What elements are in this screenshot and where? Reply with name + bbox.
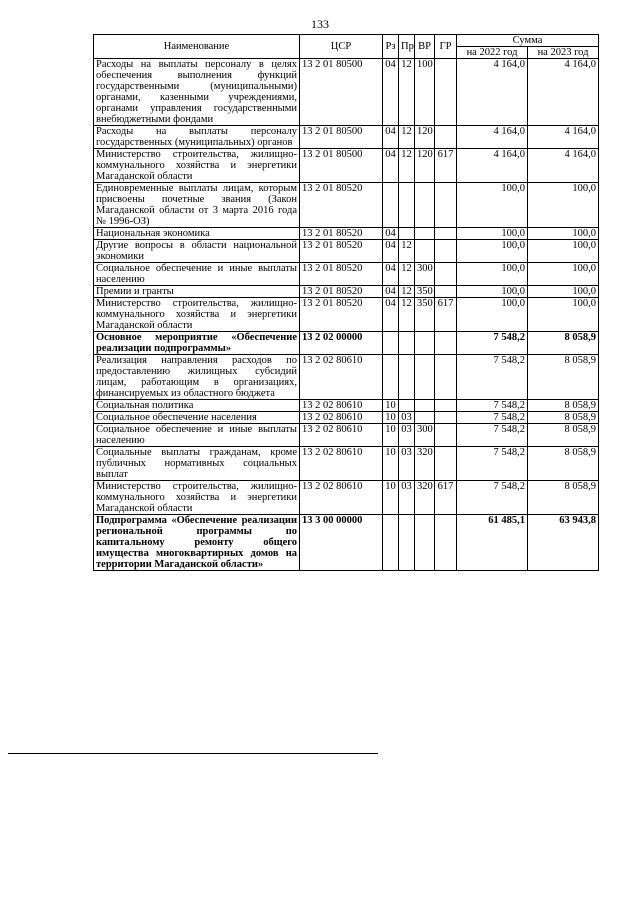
- cell-name: Министерство строительства, жилищно-коммунального хозяйства и энергетики Магаданской области: [94, 149, 300, 183]
- cell-rz: 10: [383, 447, 399, 481]
- cell-rz: 10: [383, 400, 399, 412]
- cell-vr: 300: [415, 424, 435, 447]
- cell-pr: [399, 400, 415, 412]
- cell-rz: 04: [383, 298, 399, 332]
- cell-sum-2023: 100,0: [528, 228, 599, 240]
- cell-rz: 04: [383, 263, 399, 286]
- cell-sum-2022: 7 548,2: [457, 332, 528, 355]
- cell-name: Социальное обеспечение и иные выплаты населению: [94, 263, 300, 286]
- cell-gr: [435, 228, 457, 240]
- cell-vr: [415, 332, 435, 355]
- header-name: Наименование: [94, 35, 300, 59]
- cell-vr: 100: [415, 59, 435, 126]
- cell-vr: [415, 240, 435, 263]
- table-row: [94, 412, 599, 424]
- cell-name: Расходы на выплаты персоналу в целях обеспечения выполнения функций государственными (муниципальными) органами, казенными учреждениями, органами управления государственными внебюджетными фондами: [94, 59, 300, 126]
- cell-pr: 12: [399, 286, 415, 298]
- header-csr: ЦСР: [300, 35, 383, 59]
- cell-gr: 617: [435, 298, 457, 332]
- cell-csr: 13 2 01 80500: [300, 126, 383, 149]
- cell-sum-2022: 100,0: [457, 228, 528, 240]
- cell-rz: 04: [383, 240, 399, 263]
- cell-csr: 13 2 02 00000: [300, 332, 383, 355]
- cell-rz: 04: [383, 126, 399, 149]
- page-number: 133: [311, 17, 329, 31]
- cell-sum-2023: 100,0: [528, 286, 599, 298]
- cell-name: Подпрограмма «Обеспечение реализации региональной программы по капитальному ремонту общего имущества многоквартирных домов на территории Магаданской области»: [94, 515, 300, 571]
- cell-sum-2022: 7 548,2: [457, 447, 528, 481]
- cell-pr: [399, 228, 415, 240]
- table-row: [94, 286, 599, 298]
- header-2022: на 2022 год: [457, 47, 528, 59]
- cell-gr: [435, 240, 457, 263]
- cell-gr: [435, 412, 457, 424]
- cell-csr: 13 2 01 80500: [300, 59, 383, 126]
- cell-csr: 13 2 01 80520: [300, 298, 383, 332]
- cell-rz: 04: [383, 286, 399, 298]
- cell-sum-2022: 100,0: [457, 183, 528, 228]
- cell-pr: 12: [399, 126, 415, 149]
- cell-name: Национальная экономика: [94, 228, 300, 240]
- cell-name: Единовременные выплаты лицам, которым присвоены почетные звания (Закон Магаданской области от 3 марта 2016 года № 1996-ОЗ): [94, 183, 300, 228]
- cell-rz: [383, 332, 399, 355]
- cell-csr: 13 2 01 80520: [300, 240, 383, 263]
- cell-vr: 320: [415, 481, 435, 515]
- cell-gr: [435, 263, 457, 286]
- cell-rz: 10: [383, 412, 399, 424]
- cell-sum-2022: 4 164,0: [457, 126, 528, 149]
- cell-gr: [435, 59, 457, 126]
- cell-pr: 12: [399, 149, 415, 183]
- cell-sum-2022: 100,0: [457, 240, 528, 263]
- header-gr: ГР: [435, 35, 457, 59]
- table-row: [94, 400, 599, 412]
- budget-table: [93, 34, 599, 571]
- cell-csr: 13 2 01 80520: [300, 228, 383, 240]
- cell-csr: 13 2 02 80610: [300, 400, 383, 412]
- cell-csr: 13 2 02 80610: [300, 481, 383, 515]
- cell-gr: [435, 400, 457, 412]
- table-row: [94, 515, 599, 571]
- cell-vr: [415, 400, 435, 412]
- table-row: [94, 332, 599, 355]
- cell-gr: [435, 355, 457, 400]
- cell-sum-2022: 4 164,0: [457, 59, 528, 126]
- table-row: [94, 263, 599, 286]
- cell-vr: [415, 228, 435, 240]
- cell-name: Основное мероприятие «Обеспечение реализации подпрограммы»: [94, 332, 300, 355]
- cell-sum-2022: 100,0: [457, 263, 528, 286]
- cell-vr: [415, 412, 435, 424]
- cell-sum-2022: 61 485,1: [457, 515, 528, 571]
- cell-csr: 13 2 01 80520: [300, 263, 383, 286]
- cell-rz: 04: [383, 228, 399, 240]
- cell-vr: 350: [415, 286, 435, 298]
- cell-rz: [383, 183, 399, 228]
- cell-vr: 350: [415, 298, 435, 332]
- cell-sum-2022: 7 548,2: [457, 355, 528, 400]
- cell-rz: 10: [383, 424, 399, 447]
- cell-csr: 13 2 02 80610: [300, 447, 383, 481]
- cell-pr: [399, 355, 415, 400]
- cell-pr: 12: [399, 59, 415, 126]
- cell-sum-2022: 7 548,2: [457, 412, 528, 424]
- cell-rz: 10: [383, 481, 399, 515]
- cell-pr: 03: [399, 481, 415, 515]
- cell-sum-2023: 4 164,0: [528, 126, 599, 149]
- cell-sum-2022: 4 164,0: [457, 149, 528, 183]
- cell-csr: 13 2 02 80610: [300, 355, 383, 400]
- cell-vr: [415, 355, 435, 400]
- cell-csr: 13 2 01 80520: [300, 183, 383, 228]
- cell-sum-2023: 4 164,0: [528, 149, 599, 183]
- cell-sum-2022: 7 548,2: [457, 400, 528, 412]
- cell-pr: 12: [399, 298, 415, 332]
- cell-name: Социальное обеспечение и иные выплаты населению: [94, 424, 300, 447]
- cell-name: Министерство строительства, жилищно-коммунального хозяйства и энергетики Магаданской области: [94, 481, 300, 515]
- cell-sum-2023: 100,0: [528, 298, 599, 332]
- header-2023: на 2023 год: [528, 47, 599, 59]
- cell-vr: 120: [415, 126, 435, 149]
- cell-pr: [399, 332, 415, 355]
- cell-gr: [435, 183, 457, 228]
- cell-pr: [399, 515, 415, 571]
- cell-pr: 12: [399, 240, 415, 263]
- cell-sum-2023: 4 164,0: [528, 59, 599, 126]
- cell-name: Социальное обеспечение населения: [94, 412, 300, 424]
- cell-csr: 13 2 02 80610: [300, 412, 383, 424]
- table-row: [94, 240, 599, 263]
- cell-name: Реализация направления расходов по предоставлению жилищных субсидий лицам, работающим в организациях, финансируемых из областного бюджета: [94, 355, 300, 400]
- cell-sum-2023: 8 058,9: [528, 424, 599, 447]
- cell-gr: 617: [435, 481, 457, 515]
- cell-pr: 03: [399, 447, 415, 481]
- cell-vr: 300: [415, 263, 435, 286]
- table-row: [94, 298, 599, 332]
- cell-rz: 04: [383, 59, 399, 126]
- table-row: [94, 59, 599, 126]
- table-row: [94, 183, 599, 228]
- cell-sum-2023: 8 058,9: [528, 412, 599, 424]
- cell-gr: [435, 515, 457, 571]
- table-body: [94, 59, 599, 571]
- cell-vr: [415, 515, 435, 571]
- cell-vr: 120: [415, 149, 435, 183]
- cell-sum-2023: 8 058,9: [528, 481, 599, 515]
- header-sum: Сумма: [457, 35, 599, 47]
- cell-sum-2022: 100,0: [457, 298, 528, 332]
- cell-pr: [399, 183, 415, 228]
- cell-gr: 617: [435, 149, 457, 183]
- cell-name: Расходы на выплаты персоналу государственных (муниципальных) органов: [94, 126, 300, 149]
- table-row: [94, 149, 599, 183]
- cell-gr: [435, 332, 457, 355]
- cell-sum-2023: 100,0: [528, 183, 599, 228]
- cell-sum-2022: 7 548,2: [457, 481, 528, 515]
- cell-name: Премии и гранты: [94, 286, 300, 298]
- cell-csr: 13 2 01 80520: [300, 286, 383, 298]
- cell-name: Социальные выплаты гражданам, кроме публичных нормативных социальных выплат: [94, 447, 300, 481]
- cell-pr: 12: [399, 263, 415, 286]
- table-row: [94, 228, 599, 240]
- cell-name: Министерство строительства, жилищно-коммунального хозяйства и энергетики Магаданской области: [94, 298, 300, 332]
- cell-gr: [435, 286, 457, 298]
- cell-sum-2022: 7 548,2: [457, 424, 528, 447]
- cell-pr: 03: [399, 424, 415, 447]
- cell-name: Другие вопросы в области национальной экономики: [94, 240, 300, 263]
- cell-csr: 13 3 00 00000: [300, 515, 383, 571]
- cell-sum-2022: 100,0: [457, 286, 528, 298]
- header-rz: Рз: [383, 35, 399, 59]
- cell-sum-2023: 8 058,9: [528, 332, 599, 355]
- cell-sum-2023: 100,0: [528, 263, 599, 286]
- cell-sum-2023: 63 943,8: [528, 515, 599, 571]
- cell-vr: 320: [415, 447, 435, 481]
- cell-gr: [435, 447, 457, 481]
- footnote-divider: [8, 753, 378, 754]
- table-row: [94, 447, 599, 481]
- cell-rz: [383, 515, 399, 571]
- table-row: [94, 424, 599, 447]
- cell-sum-2023: 8 058,9: [528, 447, 599, 481]
- table-row: [94, 355, 599, 400]
- cell-pr: 03: [399, 412, 415, 424]
- cell-sum-2023: 8 058,9: [528, 355, 599, 400]
- cell-rz: [383, 355, 399, 400]
- cell-rz: 04: [383, 149, 399, 183]
- table-row: [94, 481, 599, 515]
- header-pr: Пр: [399, 35, 415, 59]
- cell-csr: 13 2 02 80610: [300, 424, 383, 447]
- cell-gr: [435, 126, 457, 149]
- cell-sum-2023: 100,0: [528, 240, 599, 263]
- table-row: [94, 126, 599, 149]
- cell-csr: 13 2 01 80500: [300, 149, 383, 183]
- cell-name: Социальная политика: [94, 400, 300, 412]
- cell-gr: [435, 424, 457, 447]
- header-vr: ВР: [415, 35, 435, 59]
- cell-vr: [415, 183, 435, 228]
- cell-sum-2023: 8 058,9: [528, 400, 599, 412]
